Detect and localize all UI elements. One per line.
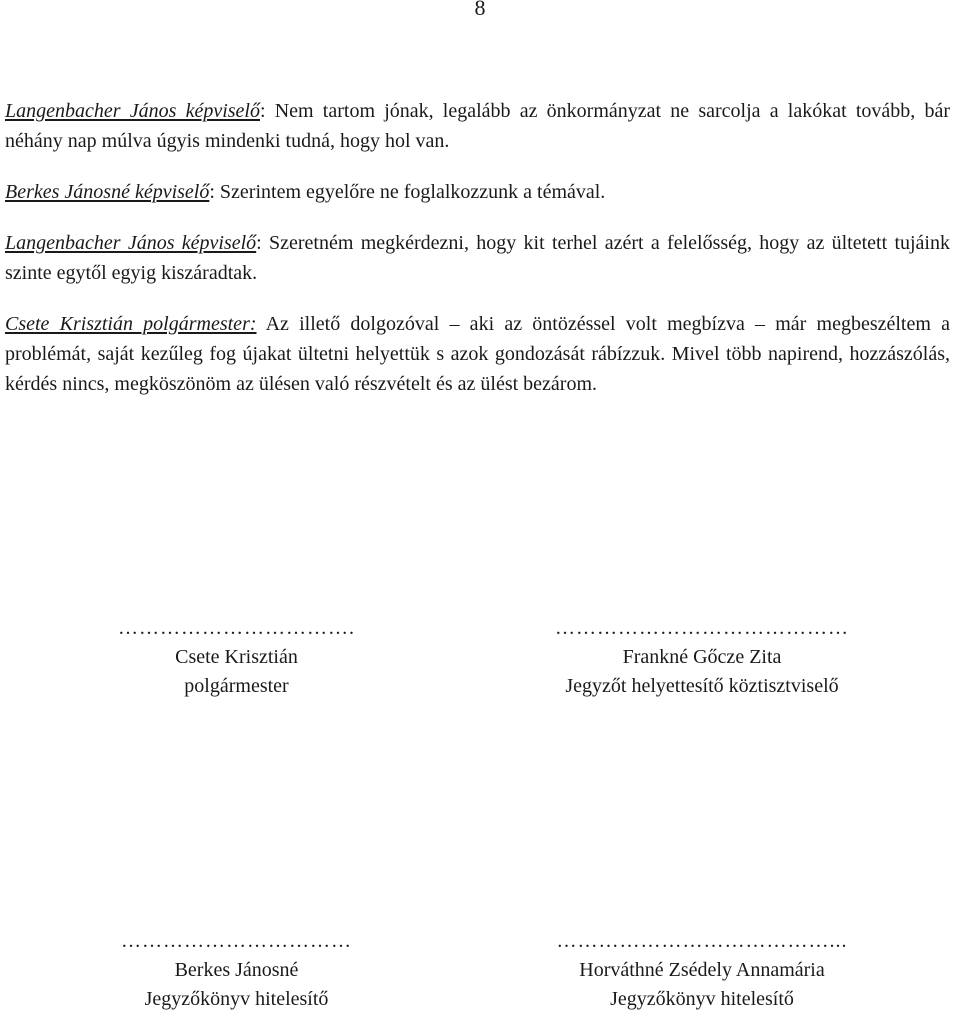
signature-line: …………………………………... bbox=[556, 930, 848, 952]
speaker-name: Langenbacher János képviselő bbox=[5, 232, 257, 254]
signatory-name: Horváthné Zsédely Annamária bbox=[579, 959, 825, 981]
paragraph bbox=[5, 177, 950, 207]
signature-block-authenticator-2 bbox=[520, 927, 884, 1014]
paragraph bbox=[5, 96, 950, 156]
signatory-name: Berkes Jánosné bbox=[174, 959, 299, 981]
paragraph-text: : Szeretném megkérdezni, hogy kit terhel azért a felelősség, hogy az ültetett tujáink szinte egytől egyig kiszáradtak. bbox=[5, 232, 950, 284]
signature-block-clerk bbox=[520, 614, 884, 701]
signatory-name: Frankné Gőcze Zita bbox=[622, 646, 782, 668]
signature-block-mayor bbox=[79, 614, 394, 701]
speaker-name: Csete Krisztián polgármester: bbox=[5, 313, 257, 335]
signatory-role: Jegyzőkönyv hitelesítő bbox=[144, 988, 329, 1010]
paragraph bbox=[5, 309, 950, 399]
speaker-name: Berkes Jánosné képviselő bbox=[5, 181, 210, 203]
signatory-role: polgármester bbox=[184, 675, 289, 697]
speaker-name: Langenbacher János képviselő bbox=[5, 100, 260, 122]
signature-line: …………………………………… bbox=[555, 617, 849, 639]
signature-block-authenticator-1 bbox=[79, 927, 394, 1014]
signatory-role: Jegyzőkönyv hitelesítő bbox=[610, 988, 794, 1010]
minutes-body bbox=[5, 96, 950, 420]
paragraph-text: : Szerintem egyelőre ne foglalkozzunk a témával. bbox=[209, 181, 606, 203]
signatory-name: Csete Krisztián bbox=[175, 646, 298, 668]
paragraph-text: Az illető dolgozóval – aki az öntözéssel volt megbízva – már megbeszéltem a problémát, saját kezűleg fog újakat ültetni helyettük s azok gondozását rábízzuk. Mivel több napirend, hozzászólás, kérdés nincs, megköszönöm az ülésen való részvételt és az ülést bezárom. bbox=[5, 313, 950, 395]
paragraph bbox=[5, 228, 950, 288]
signature-line: ……………………………. bbox=[118, 617, 355, 639]
paragraph-text: : Nem tartom jónak, legalább az önkormányzat ne sarcolja a lakókat tovább, bár néhány nap múlva úgyis mindenki tudná, hogy hol van. bbox=[5, 100, 950, 152]
page-number: 8 bbox=[474, 0, 486, 20]
signature-line: …………………………… bbox=[121, 930, 352, 952]
signatory-role: Jegyzőt helyettesítő köztisztviselő bbox=[565, 675, 839, 697]
